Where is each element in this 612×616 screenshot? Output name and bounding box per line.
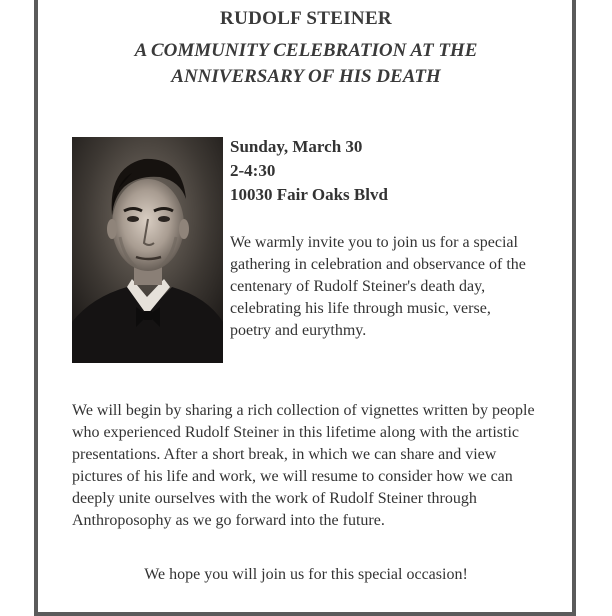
invitation-paragraph: We warmly invite you to join us for a special gathering in celebration and observance of the centenary of Rudolf Steiner's death day, celebrating his life through music, verse, poetry and eurythmy.	[230, 234, 526, 339]
subtitle-line-1: A COMMUNITY CELEBRATION AT THE	[134, 40, 478, 61]
event-address: 10030 Fair Oaks Blvd	[230, 185, 388, 204]
subtitle-line-2: ANNIVERSARY OF HIS DEATH	[171, 66, 441, 87]
page-subtitle	[0, 38, 612, 90]
portrait-photo	[72, 137, 223, 363]
closing-line: We hope you will join us for this special occasion!	[144, 566, 468, 583]
program-paragraph: We will begin by sharing a rich collection of vignettes written by people who experienced Rudolf Steiner in this lifetime along with the artistic presentations. After a short break, in which we can share and view pictures of his life and work, we will resume to consider how we can deeply unite ourselves with the work of Rudolf Steiner through Anthroposophy as we go forward into the future.	[72, 402, 535, 529]
event-details	[230, 135, 388, 207]
page-title: RUDOLF STEINER	[220, 8, 392, 29]
event-time: 2-4:30	[230, 161, 276, 180]
event-date: Sunday, March 30	[230, 137, 363, 156]
